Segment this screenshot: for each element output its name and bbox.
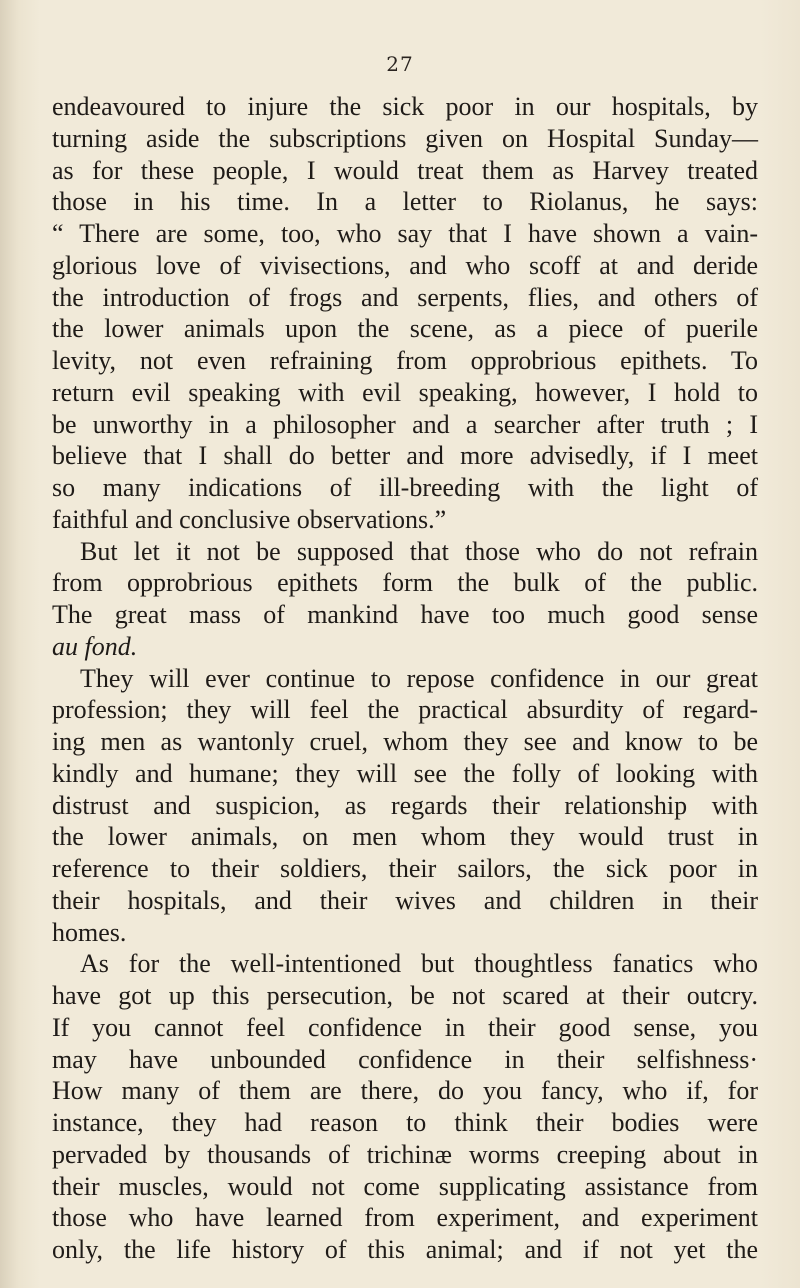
- text-line: au fond.: [52, 631, 138, 661]
- text-line: levity, not even refraining from opprobrious epithets. To: [52, 346, 758, 375]
- text-line: the lower animals, on men whom they would trust in: [52, 822, 758, 852]
- text-line: But let it not be supposed that those who do not refrain: [80, 536, 758, 566]
- text-line: profession; they will feel the practical absurdity of regard-: [52, 695, 758, 725]
- text-line: so many indications of ill-breeding with the light of: [52, 473, 758, 502]
- text-line: The great mass of mankind have too much good sense: [52, 600, 758, 629]
- text-line: As for the well-intentioned but thoughtless fanatics who: [80, 949, 758, 979]
- text-line: glorious love of vivisections, and who scoff at and deride: [52, 250, 758, 280]
- text-line: distrust and suspicion, as regards their relationship with: [52, 790, 758, 820]
- text-line: their muscles, would not come supplicating assistance from: [52, 1171, 758, 1201]
- text-line: those in his time. In a letter to Riolanus, he says:: [52, 187, 758, 217]
- text-line: instance, they had reason to think their bodies were: [52, 1108, 758, 1137]
- text-line: be unworthy in a philosopher and a searcher after truth ; I: [52, 409, 758, 439]
- text-line: have got up this persecution, be not scared at their outcry.: [52, 981, 758, 1010]
- text-line: believe that I shall do better and more advisedly, if I meet: [52, 441, 758, 471]
- page-number: 27: [386, 52, 414, 76]
- text-line: endeavoured to injure the sick poor in our hospitals, by: [52, 92, 758, 121]
- text-line: only, the life history of this animal; and if not yet the: [52, 1235, 758, 1264]
- text-line: If you cannot feel confidence in their good sense, you: [52, 1012, 758, 1042]
- text-line: reference to their soldiers, their sailors, the sick poor in: [52, 854, 758, 883]
- text-line: those who have learned from experiment, and experiment: [52, 1203, 758, 1233]
- text-line: “ There are some, too, who say that I have shown a vain-: [52, 219, 758, 248]
- text-line: ing men as wantonly cruel, whom they see and know to be: [52, 727, 758, 756]
- text-line: the introduction of frogs and serpents, flies, and others of: [52, 282, 758, 312]
- text-line: How many of them are there, do you fancy, who if, for: [52, 1076, 758, 1106]
- text-line: pervaded by thousands of trichinæ worms creeping about in: [52, 1139, 758, 1169]
- text-line: faithful and conclusive observations.”: [52, 504, 447, 534]
- text-line: They will ever continue to repose confidence in our great: [80, 663, 758, 693]
- text-line: return evil speaking with evil speaking, however, I hold to: [52, 377, 758, 407]
- text-line: their hospitals, and their wives and children in their: [52, 885, 758, 915]
- text-line: may have unbounded confidence in their selfishness·: [52, 1044, 758, 1074]
- text-line: homes.: [52, 917, 127, 947]
- body-text: [52, 91, 758, 1266]
- text-line: the lower animals upon the scene, as a piece of puerile: [52, 314, 758, 344]
- text-line: turning aside the subscriptions given on Hospital Sunday—: [52, 123, 758, 153]
- text-line: as for these people, I would treat them as Harvey treated: [52, 155, 758, 185]
- text-line: from opprobrious epithets form the bulk of the public.: [52, 568, 758, 598]
- text-line: kindly and humane; they will see the folly of looking with: [52, 758, 758, 788]
